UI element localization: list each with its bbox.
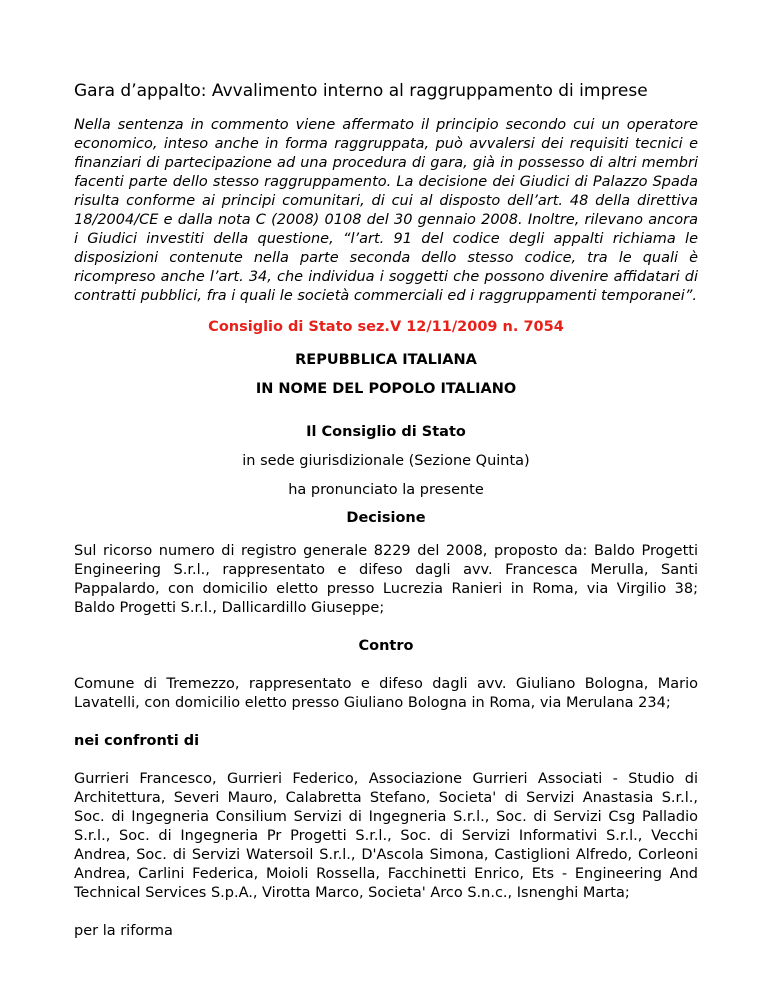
document-page — [74, 80, 698, 941]
republic-heading: REPUBBLICA ITALIANA — [295, 352, 477, 368]
citation-heading: Consiglio di Stato sez.V 12/11/2009 n. 7054 — [208, 319, 564, 335]
ricorso-paragraph: Sul ricorso numero di registro generale 8229 del 2008, proposto da: Baldo Progetti Engineering S.r.l., rappresentato e difeso dagli avv. Francesca Merulla, Santi Pappalardo, con domicilio eletto presso Lucrezia Ranieri in Roma, via Virgilio 38; Baldo Progetti S.r.l., Dallicardillo Giuseppe; — [74, 543, 698, 616]
confronti-heading: nei confronti di — [74, 733, 200, 749]
comune-paragraph: Comune di Tremezzo, rappresentato e difeso dagli avv. Giuliano Bologna, Mario Lavatelli, con domicilio eletto presso Giuliano Bologna in Roma, via Merulana 234; — [74, 676, 698, 711]
decision-heading: Decisione — [346, 510, 426, 526]
people-heading: IN NOME DEL POPOLO ITALIANO — [255, 381, 517, 397]
pronounced-line: ha pronunciato la presente — [288, 482, 484, 498]
court-heading: Il Consiglio di Stato — [306, 424, 466, 440]
court-section: in sede giurisdizionale (Sezione Quinta) — [242, 453, 530, 469]
document-title: Gara d’appalto: Avvalimento interno al raggruppamento di imprese — [74, 81, 648, 101]
abstract-paragraph: Nella sentenza in commento viene affermato il principio secondo cui un operatore economico, inteso anche in forma raggruppata, può avvalersi dei requisiti tecnici e finanziari di partecipazione ad una procedura di gara, già in possesso di altri membri facenti parte dello stesso raggruppamento. La decisione dei Giudici di Palazzo Spada risulta conforme ai principi comunitari, di cui al disposto dell’art. 48 della direttiva 18/2004/CE e dalla nota C (2008) 0108 del 30 gennaio 2008. Inoltre, rilevano ancora i Giudici investiti della questione, “l’art. 91 del codice degli appalti richiama le disposizioni contenute nella parte seconda dello stesso codice, tra le quali è ricompreso anche l’art. 34, che individua i soggetti che possono divenire affidatari di contratti pubblici, fra i quali le società commerciali ed i raggruppamenti temporanei”. — [74, 117, 698, 304]
contro-heading: Contro — [358, 638, 414, 654]
confronti-paragraph: Gurrieri Francesco, Gurrieri Federico, Associazione Gurrieri Associati - Studio di Architettura, Severi Mauro, Calabretta Stefano, Societa' di Servizi Anastasia S.r.l., Soc. di Ingegneria Consilium Servizi di Ingegneria S.r.l., Soc. di Servizi Csg Palladio S.r.l., Soc. di Ingegneria Pr Progetti S.r.l., Soc. di Servizi Informativi S.r.l., Vecchi Andrea, Soc. di Servizi Watersoil S.r.l., D'Ascola Simona, Castiglioni Alfredo, Corleoni Andrea, Carlini Federica, Moioli Rossella, Facchinetti Enrico, Ets - Engineering And Technical Services S.p.A., Virotta Marco, Societa' Arco S.n.c., Isnenghi Marta; — [74, 771, 698, 901]
riforma-line: per la riforma — [74, 923, 173, 939]
